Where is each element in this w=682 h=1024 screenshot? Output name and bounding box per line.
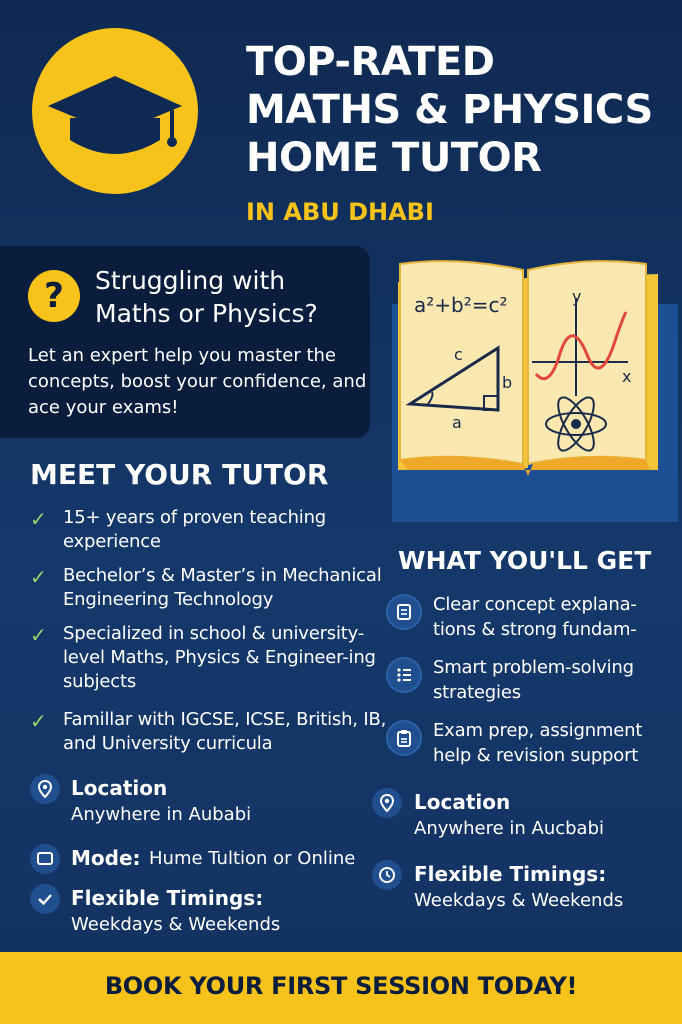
location-info bbox=[372, 788, 672, 848]
struggle-text: Let an expert help you master the concepts, boost your confidence, and ace your exams! bbox=[28, 345, 367, 418]
timings-label: Flexible Timings: bbox=[414, 862, 607, 886]
get-heading: WHAT YOU'LL GET bbox=[398, 546, 652, 575]
axis-label-x: x bbox=[622, 367, 632, 386]
math-book-illustration bbox=[388, 256, 678, 526]
page-title bbox=[246, 38, 666, 182]
timings-info bbox=[372, 860, 672, 916]
mode-info bbox=[30, 844, 370, 874]
location-pin-icon bbox=[30, 774, 60, 804]
mode-label: Mode: bbox=[71, 846, 141, 870]
book-session-banner[interactable]: BOOK YOUR FIRST SESSION TODAY! bbox=[0, 952, 682, 1024]
timings-value: Weekdays & Weekends bbox=[71, 914, 281, 935]
check-icon: ✓ bbox=[30, 507, 47, 531]
mode-value: Hume Tultion or Online bbox=[149, 848, 356, 869]
meet-heading: MEET YOUR TUTOR bbox=[30, 458, 329, 491]
checklist-icon bbox=[386, 657, 422, 693]
list-item-text: Famillar with IGCSE, ICSE, British, IB, and University curricula bbox=[63, 709, 387, 754]
title-line: TOP-RATED bbox=[246, 39, 495, 85]
question-icon: ? bbox=[28, 270, 80, 322]
list-item-text: Smart problem-solving strategies bbox=[433, 657, 634, 703]
checkmark-circle-icon bbox=[30, 884, 60, 914]
triangle-label-c: c bbox=[454, 345, 463, 364]
clock-icon bbox=[372, 860, 402, 890]
formula-text: a²+b²=c² bbox=[414, 293, 508, 317]
timings-info bbox=[30, 884, 370, 940]
clipboard-icon bbox=[386, 720, 422, 756]
timings-label: Flexible Timings: bbox=[71, 886, 264, 910]
location-label: Location bbox=[414, 790, 511, 814]
triangle-label-a: a bbox=[452, 413, 462, 432]
location-label: Location bbox=[71, 776, 168, 800]
document-icon bbox=[386, 594, 422, 630]
title-line: MATHS & PHYSICS bbox=[246, 87, 653, 133]
graduation-cap-icon bbox=[32, 28, 198, 194]
timings-value: Weekdays & Weekends bbox=[414, 890, 624, 911]
check-icon: ✓ bbox=[30, 709, 47, 733]
list-item-text: Clear concept explana-tions & strong fundam- bbox=[433, 594, 637, 640]
check-icon: ✓ bbox=[30, 623, 47, 647]
struggle-heading: Struggling with Maths or Physics? bbox=[95, 266, 318, 328]
screen-icon bbox=[30, 844, 60, 874]
list-item-text: 15+ years of proven teaching experience bbox=[63, 507, 327, 552]
location-value: Anywhere in Aubabi bbox=[71, 804, 252, 825]
title-line: HOME TUTOR bbox=[246, 135, 542, 181]
triangle-label-b: b bbox=[502, 373, 513, 392]
list-item-text: Specialized in school & university-level Maths, Physics & Engineer-ing subjects bbox=[63, 623, 376, 692]
location-pin-icon bbox=[372, 788, 402, 818]
list-item-text: Exam prep, assignment help & revision support bbox=[433, 720, 643, 766]
list-item-text: Bechelor’s & Master’s in Mechanical Engineering Technology bbox=[63, 565, 382, 610]
check-icon: ✓ bbox=[30, 565, 47, 589]
location-value: Anywhere in Aucbabi bbox=[414, 818, 605, 839]
subtitle: IN ABU DHABI bbox=[246, 198, 434, 226]
axis-label-y: y bbox=[572, 287, 582, 306]
location-info bbox=[30, 774, 370, 834]
